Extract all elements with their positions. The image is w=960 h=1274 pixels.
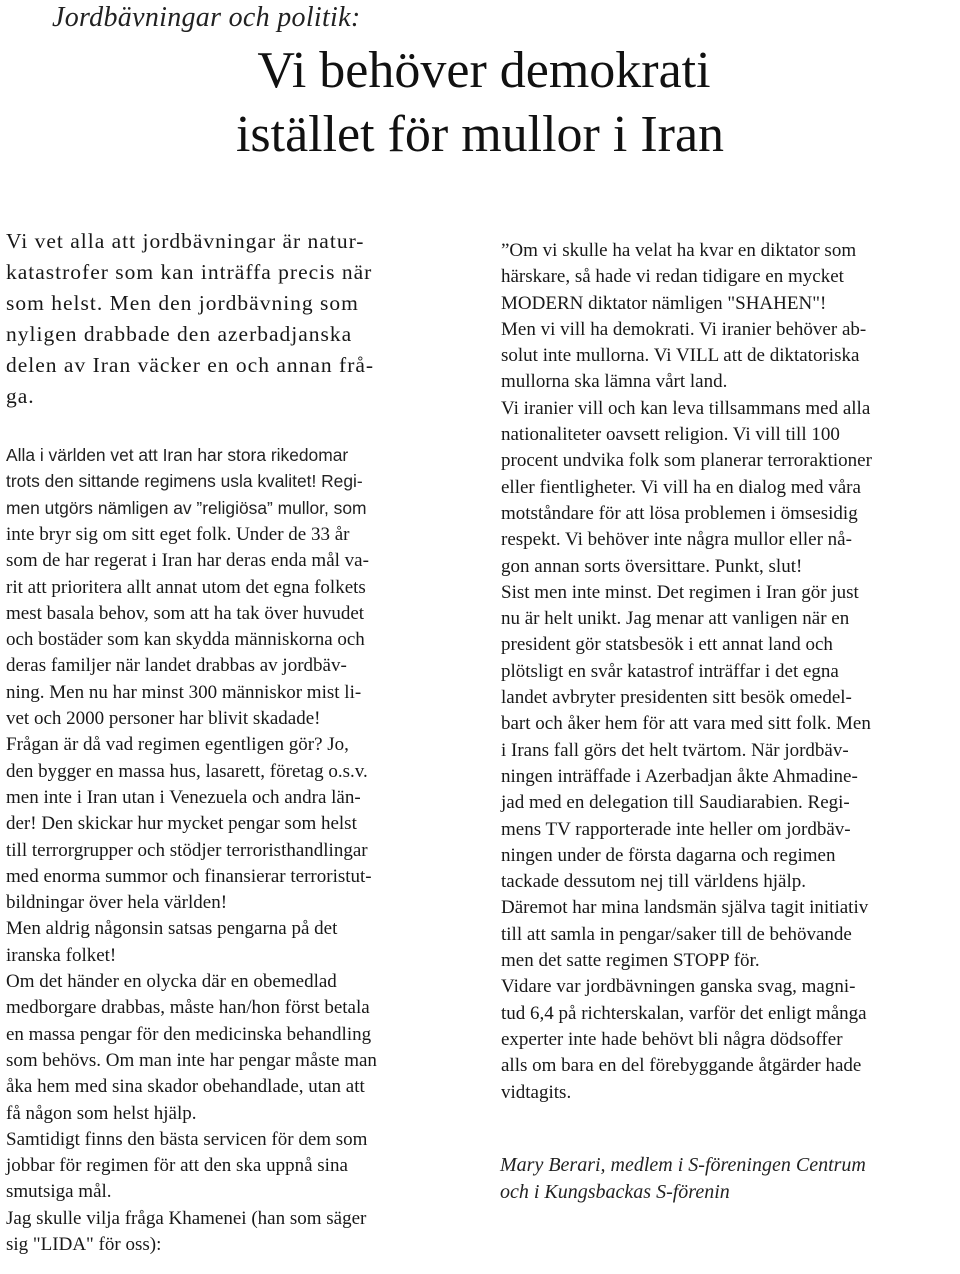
body-line: jad med en delegation till Saudiarabien. Regi- <box>501 792 850 814</box>
lead-paragraph <box>6 226 466 412</box>
body-line: deras familjer när landet drabbas av jordbäv- <box>6 655 347 677</box>
body-line: tud 6,4 på richterskalan, varför det enligt många <box>501 1002 867 1024</box>
body-line: eller fientligheter. Vi vill ha en dialog med våra <box>501 476 861 498</box>
lead-line: Vi vet alla att jordbävningar är natur- <box>6 229 365 253</box>
body-line: sig "LIDA" för oss): <box>6 1234 162 1256</box>
body-line: bart och åker hem för att vara med sitt folk. Men <box>501 713 871 735</box>
intro-line: trots den sittande regimens usla kvalitet! Regi- <box>6 471 363 492</box>
headline-line-2: istället för mullor i Iran <box>235 106 725 163</box>
intro-paragraph <box>6 442 466 521</box>
lead-line: nyligen drabbade den azerbadjanska <box>6 322 353 346</box>
body-line: Men aldrig någonsin satsas pengarna på det <box>6 918 338 940</box>
body-line: procent undvika folk som planerar terroraktioner <box>501 450 872 472</box>
lead-line: ga. <box>6 384 35 408</box>
left-column-body <box>6 522 466 1258</box>
kicker: Jordbävningar och politik: <box>52 2 361 33</box>
body-line: som behövs. Om man inte har pengar måste man <box>6 1049 377 1071</box>
body-line: vet och 2000 personer har blivit skadade! <box>6 708 321 730</box>
body-line: Vidare var jordbävningen ganska svag, magni- <box>501 976 856 998</box>
body-line: iranska folket! <box>6 944 117 966</box>
body-line: motståndare för att lösa problemen i ömsesidig <box>501 502 858 524</box>
body-line: Samtidigt finns den bästa servicen för dem som <box>6 1128 368 1150</box>
body-line: åka hem med sina skador obehandlade, utan att <box>6 1076 365 1098</box>
body-line: smutsiga mål. <box>6 1181 112 1203</box>
body-line: mens TV rapporterade inte heller om jordbäv- <box>501 818 851 840</box>
body-line: en massa pengar för den medicinska behandling <box>6 1023 372 1045</box>
body-line: Men vi vill ha demokrati. Vi iranier behöver ab- <box>501 318 867 340</box>
body-line: mullorna ska lämna vårt land. <box>501 371 728 393</box>
intro-line: men utgörs nämligen av ”religiösa” mullor, som <box>6 497 367 518</box>
body-line: president gör statsbesök i ett annat land och <box>501 634 833 656</box>
body-line: ningen under de första dagarna och regimen <box>501 844 836 866</box>
author-signature <box>500 1152 866 1206</box>
body-line: mest basala behov, som att ha tak över huvudet <box>6 602 365 624</box>
lead-line: katastrofer som kan inträffa precis när <box>6 260 373 284</box>
signature-line-1: Mary Berari, medlem i S-föreningen Centrum <box>500 1154 866 1176</box>
headline-line-1: Vi behöver demokrati <box>257 42 711 99</box>
body-line: alls om bara en del förebyggande åtgärder hade <box>501 1055 862 1077</box>
body-line: solut inte mullorna. Vi VILL att de diktatoriska <box>501 345 860 367</box>
body-line: med enorma summor och finansierar terroristut- <box>6 865 372 887</box>
body-line: till terrorgrupper och stödjer terroristhandlingar <box>6 839 368 861</box>
body-line: få någon som helst hjälp. <box>6 1102 197 1124</box>
right-column-body <box>501 238 960 1106</box>
body-line: experter inte hade behövt bli några dödsoffer <box>501 1028 843 1050</box>
body-line: ningen inträffade i Azerbadjan åkte Ahmadine- <box>501 765 858 787</box>
body-line: nu är helt unikt. Jag menar att vanligen när en <box>501 608 850 630</box>
body-line: den bygger en massa hus, lasarett, företag o.s.v. <box>6 760 368 782</box>
body-line: Vi iranier vill och kan leva tillsammans med alla <box>501 397 871 419</box>
body-line: rit att prioritera allt annat utom det egna folkets <box>6 576 366 598</box>
body-line: Däremot har mina landsmän själva tagit initiativ <box>501 897 869 919</box>
body-line: Frågan är då vad regimen egentligen gör? Jo, <box>6 734 349 756</box>
body-line: Om det händer en olycka där en obemedlad <box>6 971 337 993</box>
lead-line: som helst. Men den jordbävning som <box>6 291 359 315</box>
signature-line-2: och i Kungsbackas S-förenin <box>500 1181 730 1203</box>
body-line: men det satte regimen STOPP för. <box>501 950 760 972</box>
body-line: men inte i Iran utan i Venezuela och andra län- <box>6 786 361 808</box>
lead-line: delen av Iran väcker en och annan frå- <box>6 353 375 377</box>
body-line: medborgare drabbas, måste han/hon först betala <box>6 997 370 1019</box>
body-line: jobbar för regimen för att den ska uppnå sina <box>6 1155 348 1177</box>
body-line: Sist men inte minst. Det regimen i Iran gör just <box>501 581 859 603</box>
body-line: ning. Men nu har minst 300 människor mist li- <box>6 681 362 703</box>
intro-line: Alla i världen vet att Iran har stora rikedomar <box>6 445 349 465</box>
body-line: nationaliteter oavsett religion. Vi vill till 100 <box>501 424 840 446</box>
body-line: ”Om vi skulle ha velat ha kvar en diktator som <box>501 240 857 261</box>
body-line: bildningar över hela världen! <box>6 892 228 914</box>
body-line: i Irans fall görs det helt tvärtom. När jordbäv- <box>501 739 849 761</box>
body-line: och bostäder som kan skydda människorna och <box>6 629 365 651</box>
body-line: härskare, så hade vi redan tidigare en mycket <box>501 266 844 288</box>
body-line: plötsligt en svår katastrof inträffar i det egna <box>501 660 839 682</box>
body-line: som de har regerat i Iran har deras enda mål va- <box>6 550 369 572</box>
body-line: Jag skulle vilja fråga Khamenei (han som säger <box>6 1207 367 1229</box>
body-line: inte bryr sig om sitt eget folk. Under de 33 år <box>6 524 350 545</box>
body-line: MODERN diktator nämligen "SHAHEN"! <box>501 292 827 314</box>
body-line: tackade dessutom nej till världens hjälp. <box>501 871 806 893</box>
body-line: till att samla in pengar/saker till de behövande <box>501 923 852 945</box>
body-line: gon annan sorts översittare. Punkt, slut! <box>501 555 803 577</box>
body-line: vidtagits. <box>501 1081 572 1103</box>
body-line: respekt. Vi behöver inte några mullor eller nå- <box>501 529 852 551</box>
body-line: der! Den skickar hur mycket pengar som helst <box>6 813 357 835</box>
body-line: landet avbryter presidenten sitt besök omedel- <box>501 687 852 709</box>
